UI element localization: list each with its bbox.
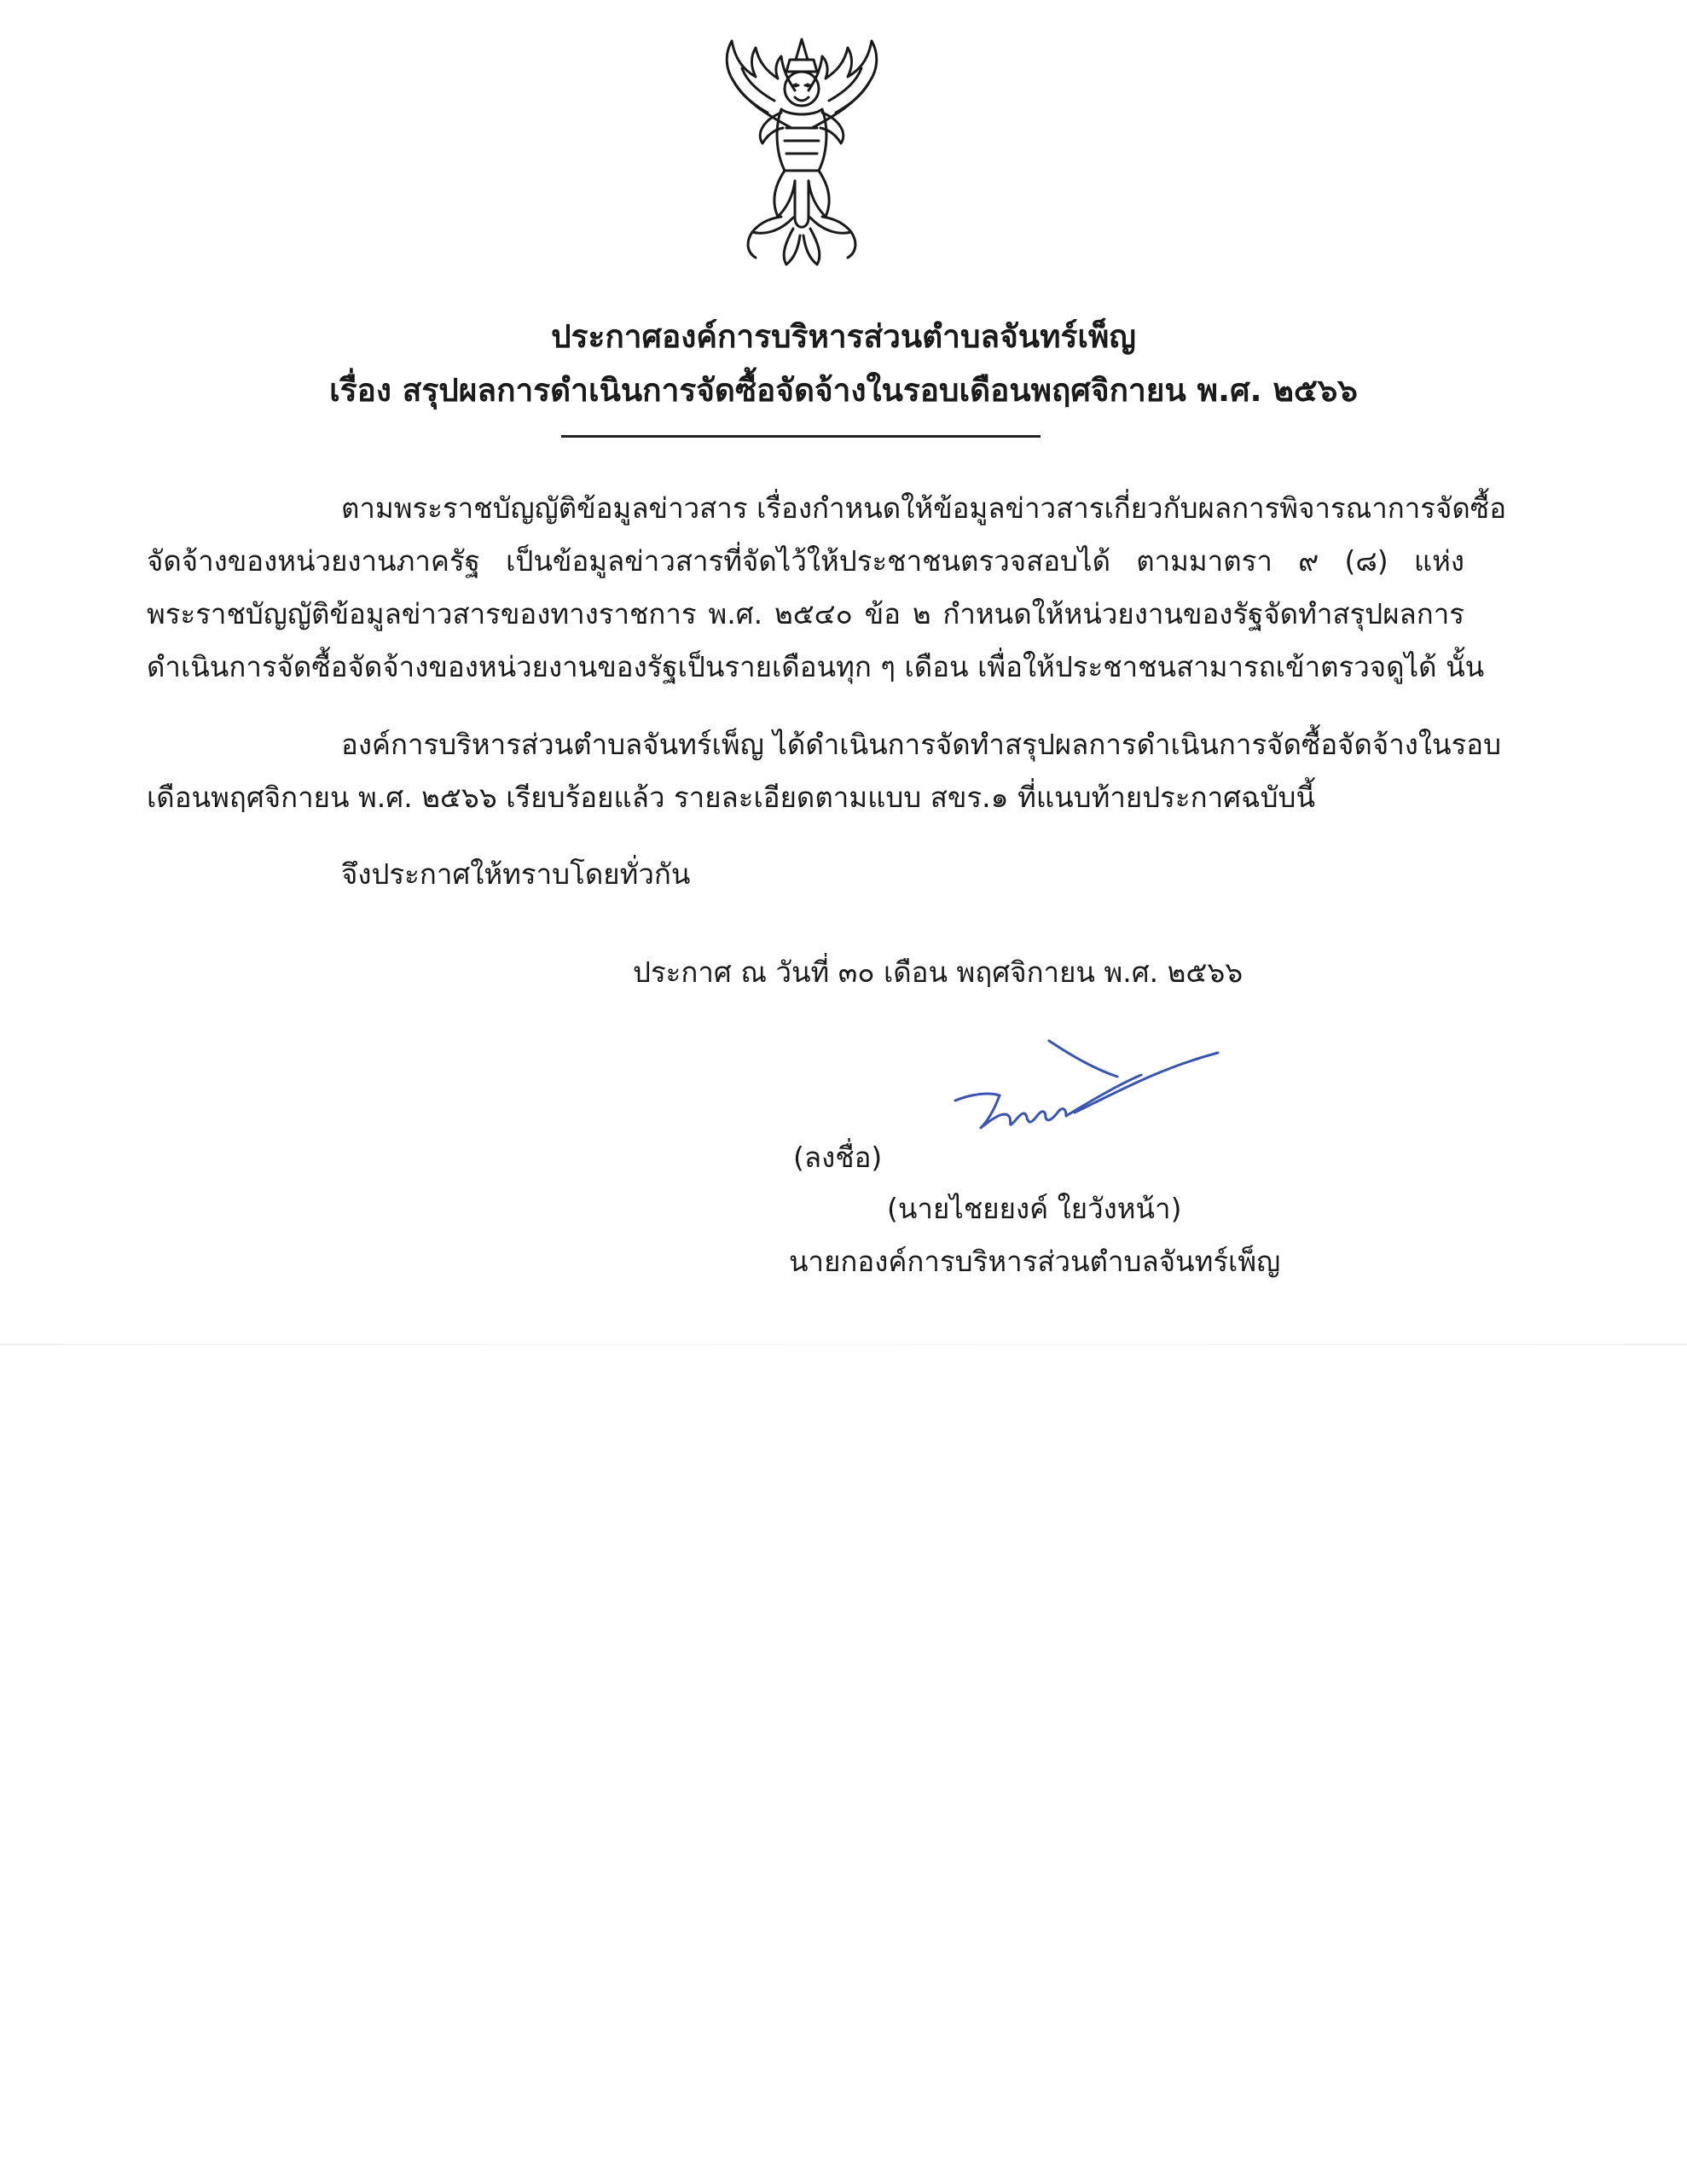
paragraph-line: พระราชบัญญัติข้อมูลข่าวสารของทางราชการ พ.ศ. ๒๕๔๐ ข้อ ๒ กำหนดให้หน่วยงานของรัฐจัดทำสรุปผลการ <box>147 597 1464 630</box>
body-paragraph-2 <box>147 718 1502 824</box>
paragraph-line: ดำเนินการจัดซื้อจัดจ้างของหน่วยงานของรัฐเป็นรายเดือนทุก ๆ เดือน เพื่อให้ประชาชนสามารถเข้าตรวจดูได้ นั้น <box>147 650 1485 683</box>
signer-title: นายกองค์การบริหารส่วนตำบลจันทร์เพ็ญ <box>789 1245 1281 1278</box>
paragraph-line: เดือนพฤศจิกายน พ.ศ. ๒๕๖๖ เรียบร้อยแล้ว รายละเอียดตามแบบ สขร.๑ ที่แนบท้ายประกาศฉบับนี้ <box>147 781 1316 814</box>
announcement-dateline: ประกาศ ณ วันที่ ๓๐ เดือน พฤศจิกายน พ.ศ. ๒๕๖๖ <box>633 956 1244 989</box>
closing-statement: จึงประกาศให้ทราบโดยทั่วกัน <box>341 857 691 891</box>
signer-name: (นายไชยยงค์ ใยวังหน้า) <box>887 1192 1182 1225</box>
body-paragraph-1 <box>147 482 1507 694</box>
paragraph-line: จัดจ้างของหน่วยงานภาครัฐ เป็นข้อมูลข่าวสารที่จัดไว้ให้ประชาชนตรวจสอบได้ ตามมาตรา ๙ (๘) แห่ง <box>147 544 1464 578</box>
paragraph-line: ตามพระราชบัญญัติข้อมูลข่าวสาร เรื่องกำหนดให้ข้อมูลข่าวสารเกี่ยวกับผลการพิจารณาการจัดซื้อ <box>341 491 1507 525</box>
announcement-subject: เรื่อง สรุปผลการดำเนินการจัดซื้อจัดจ้างในรอบเดือนพฤศจิกายน พ.ศ. ๒๕๖๖ <box>329 372 1358 409</box>
title-underline-divider <box>561 435 1041 438</box>
paragraph-line: องค์การบริหารส่วนตำบลจันทร์เพ็ญ ได้ดำเนินการจัดทำสรุปผลการดำเนินการจัดซื้อจัดจ้างในรอบ <box>341 728 1502 761</box>
handwritten-signature <box>947 1032 1228 1160</box>
garuda-emblem-icon <box>699 34 904 269</box>
sign-label: (ลงชื่อ) <box>793 1141 883 1174</box>
announcement-title: ประกาศองค์การบริหารส่วนตำบลจันทร์เพ็ญ <box>551 318 1136 355</box>
scan-page-edge <box>0 1344 1687 1345</box>
